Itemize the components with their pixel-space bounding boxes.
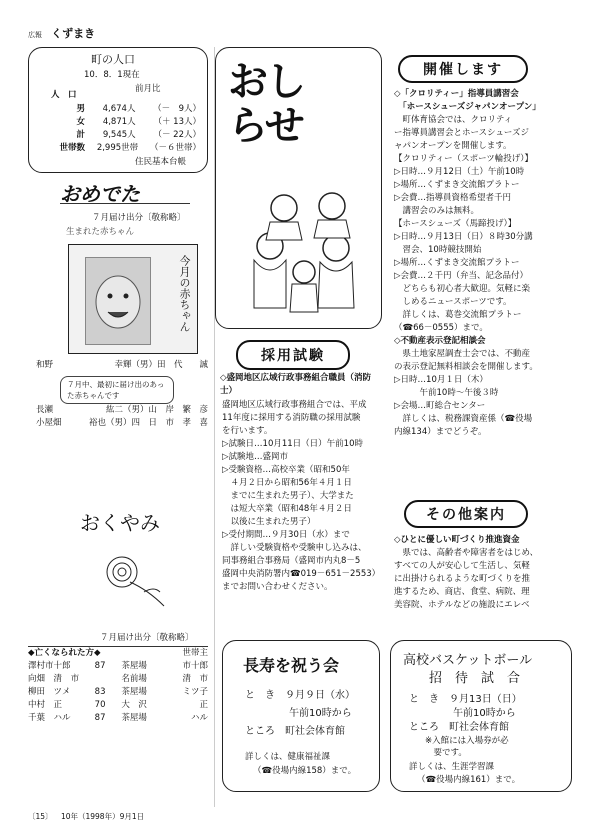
header-small: 広報 (28, 31, 42, 39)
population-date: 10．8．1現在 (84, 70, 140, 80)
chouju-title: 長寿を祝う会 (243, 656, 340, 675)
chrysanthemum-icon (100, 550, 170, 610)
saiyo-line: は短大卒業（昭和48年４月２日 (222, 504, 352, 514)
chouju-time: 午前10時から (289, 708, 352, 719)
basket-time: 午前10時から (453, 708, 516, 719)
population-row: 計 9,545人 （－ 22人） (76, 130, 201, 140)
kaisai-line: 【クロリティー（スポーツ輪投げ）】 (394, 154, 534, 164)
saiyo-line: 11年度に採用する消防職の採用試験 (222, 413, 361, 423)
family-illustration-icon (246, 188, 366, 318)
kaisai-line: ▷日時…９月12日（土）午前10時 (394, 167, 525, 177)
kaisai-line: ▷日時…10月１日（木） (394, 375, 488, 385)
chouju-contact1: 詳しくは、健康福祉課 (245, 752, 331, 762)
saiyo-line: ▷試験地…盛岡市 (222, 452, 289, 462)
kaisai-line: 「ホースシューズジャパンオープン」 (394, 102, 541, 112)
birth-entry: 長瀬 紘二（男）山 岸 繁 彦 (36, 405, 208, 415)
saiyo-line: 盛岡中央消防署内☎019－651－2553） (222, 569, 381, 579)
kaisai-line: 町体育協会では、クロリティ (394, 115, 513, 125)
saiyo-line: 盛岡地区広域行政事務組合では、平成 (222, 400, 367, 410)
kaisai-line: （☎66－0555）まで。 (394, 323, 488, 333)
sonota-title: その他案内 (426, 507, 506, 523)
saiyo-line: ▷試験日…10月11日（日）午前10時 (222, 439, 363, 449)
oshirase-box (215, 47, 382, 329)
omedeta-entries (36, 359, 208, 372)
sonota-line: ◇ひとに優しい町づくり推進資金 (394, 535, 520, 545)
saiyo-line: 詳しい受験資格や受験申し込みは、 (222, 543, 367, 553)
saiyo-heading: ◇盛岡地区広域行政事務組合職員（消防士） (220, 373, 372, 396)
kaisai-line: 県土地家屋調査士会では、不動産 (394, 349, 531, 359)
header (28, 22, 95, 42)
saiyo-line: までに生まれた男子）、大学また (222, 491, 354, 501)
baby-photo (85, 257, 151, 345)
basket-title1: 高校バスケットボール (403, 653, 533, 668)
population-title: 町の人口 (91, 53, 135, 66)
okuyami-note: ７月届け出分〔敬称略〕 (100, 633, 194, 643)
omedeta-note: ７月届け出分〔敬称略〕 (92, 213, 186, 223)
population-heading: 人 口 (51, 90, 77, 100)
population-source: 住民基本台帳 (135, 157, 187, 167)
okuyami-row: 千葉 ハル 87 茶屋場 ハル (28, 713, 208, 723)
kaisai-body (394, 88, 570, 439)
birth-entry: 小屋畑 裕也（男）四 日 市 孝 喜 (36, 418, 208, 428)
kaisai-line: ▷会場…町総合センター (394, 401, 486, 411)
chouju-where: ところ 町社会体育館 (245, 726, 345, 737)
population-row: 世帯数 2,995世帯 （－６世帯） (59, 143, 201, 153)
kaisai-title: 開催します (423, 62, 503, 78)
saiyo-body (222, 399, 388, 594)
birth-entry: 和野 幸輝（男）田 代 誠 (36, 360, 208, 370)
oshirase-title: おしらせ (228, 59, 304, 149)
kaisai-line: しめるニュースポーツです。 (394, 297, 512, 307)
kaisai-line: 詳しくは、税務課資産係（☎役場 (394, 414, 533, 424)
basket-when: と き ９月13日（日） (409, 694, 522, 705)
kaisai-line: ◇不動産表示登記相談会 (394, 336, 486, 346)
chouju-contact2: （☎役場内線158）まで。 (253, 766, 357, 776)
saiyo-line: 同事務組合事務局（盛岡市内丸8－5 (222, 556, 361, 566)
basket-contact1: 詳しくは、生涯学習課 (409, 762, 495, 772)
sonota-title-pill (404, 500, 528, 528)
basket-note2: 要です。 (425, 748, 467, 758)
basket-title2: 招 待 試 合 (429, 671, 521, 686)
kaisai-line: 午前10時～午後３時 (394, 388, 499, 398)
baby-face-icon (86, 258, 150, 344)
kaisai-line: の表示登記無料相談会を開催します。 (394, 362, 538, 372)
kaisai-line: ー指導員講習会とホースシューズジ (394, 128, 529, 138)
footer-date: 10年（1998年）9月1日 (60, 812, 145, 821)
kaisai-line: ▷場所…くずまき交流館プラトー (394, 258, 520, 268)
sonota-body (394, 534, 572, 612)
saiyo-title: 採用試験 (261, 348, 325, 364)
saiyo-line: ▷受付期間…９月30日（水）まで (222, 530, 350, 540)
basket-note1: ※入館には入場券が必 (425, 736, 509, 746)
omedeta-callout: ７月中、最初に届け出のあった赤ちゃんです (60, 376, 174, 404)
population-prev-label: 前月比 (135, 84, 161, 94)
sonota-line: すべての人が安心して生活し、気軽 (394, 561, 530, 571)
okuyami-row: 柳田 ツメ 83 茶屋場 ミツ子 (28, 687, 208, 697)
baby-photo-caption: 今月の赤ちゃん (178, 255, 191, 332)
saiyo-line: 以後に生まれた男子） (222, 517, 316, 527)
basket-where: ところ 町社会体育館 (409, 722, 509, 733)
sonota-line: 進するため、商店、食堂、病院、理 (394, 587, 530, 597)
sonota-line: 美容院、ホテルなどの施設にエレベ (394, 600, 530, 610)
population-rows (51, 103, 201, 155)
okuyami-row: 澤村市十郎 87 茶屋場 市十郎 (28, 661, 208, 671)
population-row: 女 4,871人 （＋ 13人） (76, 117, 201, 127)
basket-box (390, 640, 572, 792)
kaisai-line: ャパンオープンを開催します。 (394, 141, 512, 151)
kaisai-line: ▷会費…指導員資格希望者千円 (394, 193, 512, 203)
kaisai-line: どちらも初心者大歓迎。気軽に楽 (394, 284, 531, 294)
okuyami-row: 向畑 清 市 名前場 清 市 (28, 674, 208, 684)
chouju-box (222, 640, 380, 792)
footer (28, 810, 144, 823)
sonota-line: に出掛けられるような町づくりを推 (394, 574, 531, 584)
kaisai-line: ▷場所…くずまき交流館プラトー (394, 180, 520, 190)
kaisai-line: 【ホースシューズ（馬蹄投げ）】 (394, 219, 517, 229)
basket-contact2: （☎役場内線161）まで。 (417, 775, 521, 785)
header-title: くずまき (51, 27, 96, 40)
saiyo-line: までお問い合わせください。 (222, 582, 333, 592)
saiyo-title-pill (236, 340, 350, 370)
kaisai-line: ▷日時…９月13日（日）８時30分講 (394, 232, 533, 242)
kaisai-line: 講習会のみは無料。 (394, 206, 480, 216)
omedeta-rule (60, 203, 190, 204)
chouju-when: と き ９月９日（水） (245, 690, 355, 701)
kaisai-line: ▷会費…２千円（弁当、記念品付） (394, 271, 529, 281)
kaisai-line: 習会、10時競技開始 (394, 245, 482, 255)
population-row: 男 4,674人 （－ 9人） (76, 104, 201, 114)
saiyo-line: を行います。 (222, 426, 273, 436)
sonota-line: 県では、高齢者や障害者をはじめ、 (394, 548, 539, 558)
kaisai-title-pill (398, 55, 528, 83)
baby-photo-frame (68, 244, 198, 354)
saiyo-line: ４月２日から昭和56年４月１日 (222, 478, 352, 488)
kaisai-line: 詳しくは、葛巻交流館プラトー (394, 310, 522, 320)
kaisai-line: 内線134）までどうぞ。 (394, 427, 487, 437)
okuyami-table-header: ◆亡くなられた方◆ 世帯主 (28, 648, 208, 658)
kaisai-line: ◇「クロリティー」指導員講習会 (394, 89, 519, 99)
saiyo-line: ▷受験資格…高校卒業（昭和50年 (222, 465, 350, 475)
omedeta-entries-more (36, 404, 208, 430)
footer-page: 〔15〕 (28, 812, 53, 821)
okuyami-row: 中村 正 70 大 沢 正 (28, 700, 208, 710)
omedeta-title: おめでた (60, 182, 140, 206)
omedeta-subtitle: 生まれた赤ちゃん (66, 227, 135, 237)
okuyami-title: おくやみ (80, 511, 160, 535)
population-box (28, 47, 208, 173)
okuyami-table (28, 646, 208, 725)
